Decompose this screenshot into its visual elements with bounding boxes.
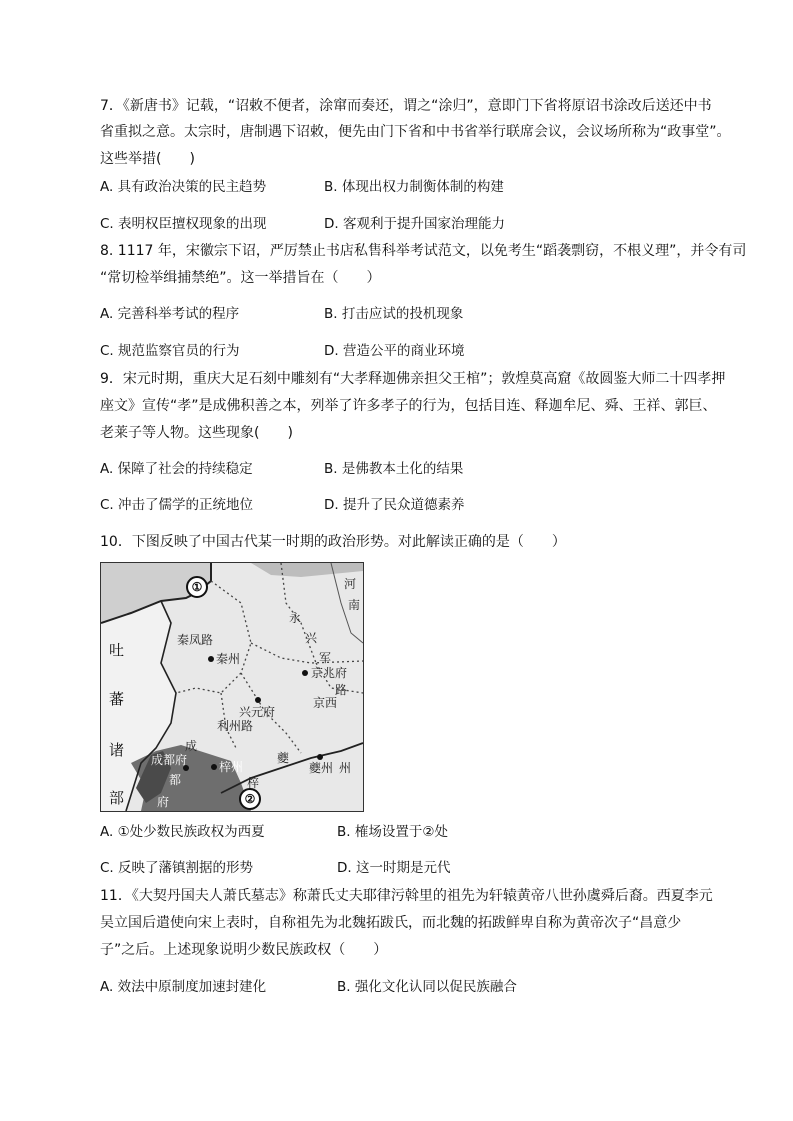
q8-option-d: D. 营造公平的商业环境 <box>324 343 465 359</box>
marker-1: ① <box>186 576 208 598</box>
q9-line3: 老莱子等人物。这些现象( ) <box>100 425 293 441</box>
q10-option-d: D. 这一时期是元代 <box>337 860 451 876</box>
label-lu: 路 <box>335 683 348 697</box>
label-he: 河 <box>344 577 357 591</box>
q10-option-c: C. 反映了藩镇割据的形势 <box>100 860 254 876</box>
q7-option-d: D. 客观利于提升国家治理能力 <box>324 216 505 232</box>
city-dot-xingyuan <box>255 697 261 703</box>
q10-line1: 10．下图反映了中国古代某一时期的政治形势。对此解读正确的是（ ） <box>100 534 566 550</box>
label-xing: 兴 <box>305 631 318 645</box>
q7-line2: 省重拟之意。太宗时，唐制遇下诏敕，便先由门下省和中书省举行联席会议，会议场所称为“政事堂”。 <box>100 124 731 140</box>
q11-line1: 11．《大契丹国夫人萧氏墓志》称萧氏丈夫耶律污斡里的祖先为轩辕黄帝八世孙虞舜后裔。西夏李元 <box>100 888 713 904</box>
label-jun: 军 <box>319 651 332 665</box>
label-tu: 吐 <box>109 641 125 659</box>
q8-option-b: B. 打击应试的投机现象 <box>324 306 464 322</box>
q10-option-b: B. 榷场设置于②处 <box>337 824 448 840</box>
label-zhou: 州 <box>339 761 352 775</box>
q7-option-b: B. 体现出权力制衡体制的构建 <box>324 179 504 195</box>
label-qinzhou: 秦州 <box>216 652 241 666</box>
label-zi: 梓 <box>247 776 260 790</box>
city-dot-qinzhou <box>208 656 214 662</box>
label-zizhou: 梓州 <box>219 760 244 774</box>
q11-line2: 吴立国后遣使向宋上表时，自称祖先为北魏拓跋氏，而北魏的拓跋鲜卑自称为黄帝次子“昌意少 <box>100 915 682 931</box>
label-zhu: 诸 <box>109 741 125 759</box>
q7-option-c: C. 表明权臣擅权现象的出现 <box>100 216 267 232</box>
label-kui: 夔 <box>277 751 290 765</box>
label-bo: 蕃 <box>109 690 125 708</box>
label-cheng: 成 <box>185 739 198 753</box>
q9-option-b: B. 是佛教本土化的结果 <box>324 461 464 477</box>
q7-option-a: A. 具有政治决策的民主趋势 <box>100 179 267 195</box>
q8-option-c: C. 规范监察官员的行为 <box>100 343 240 359</box>
q11-option-a: A. 效法中原制度加速封建化 <box>100 979 267 995</box>
label-jingzhao-fu: 京兆府 <box>311 666 348 680</box>
q11-line3: 子”之后。上述现象说明少数民族政权（ ） <box>100 942 388 958</box>
q7-line1: 7．《新唐书》记载，“诏敕不便者，涂窜而奏还，谓之“涂归”，意即门下省将原诏书涂改后送还中书 <box>100 98 712 114</box>
label-fu: 府 <box>157 795 170 809</box>
label-yong: 永 <box>289 611 302 625</box>
label-lizhou-lu: 利州路 <box>217 719 254 733</box>
q9-option-d: D. 提升了民众道德素养 <box>324 497 465 513</box>
label-du: 都 <box>169 773 182 787</box>
q8-option-a: A. 完善科举考试的程序 <box>100 306 240 322</box>
label-kuizhou: 夔州 <box>309 761 334 775</box>
q11-option-b: B. 强化文化认同以促民族融合 <box>337 979 517 995</box>
q8-line2: “常切检举缉捕禁绝”。这一举措旨在（ ） <box>100 270 381 286</box>
q10-option-a: A. ①处少数民族政权为西夏 <box>100 824 265 840</box>
q7-line3: 这些举措( ) <box>100 151 195 167</box>
q9-line1: 9．宋元时期，重庆大足石刻中雕刻有“大孝释迦佛亲担父王棺”；敦煌莫高窟《故圆鉴大师二十四孝押 <box>100 371 726 387</box>
q9-option-a: A. 保障了社会的持续稳定 <box>100 461 253 477</box>
label-xingyuan-fu: 兴元府 <box>239 705 276 719</box>
historical-map <box>100 562 364 812</box>
q9-line2: 座文》宣传“孝”是成佛积善之本，列举了许多孝子的行为，包括目连、释迦牟尼、舜、王祥、郭巨、 <box>100 398 717 414</box>
city-dot-jingzhao <box>302 670 308 676</box>
label-nan: 南 <box>348 598 361 612</box>
label-chengdu-fu: 成都府 <box>151 753 188 767</box>
label-qinfeng-lu: 秦凤路 <box>177 633 214 647</box>
q8-line1: 8. 1117 年，宋徽宗下诏，严厉禁止书店私售科举考试范文，以免考生“蹈袭剽窃，不根义理”，并令有司 <box>100 243 747 259</box>
label-jingxi: 京西 <box>313 696 338 710</box>
q9-option-c: C. 冲击了儒学的正统地位 <box>100 497 254 513</box>
label-bu: 部 <box>109 789 125 807</box>
city-dot-kuizhou <box>317 754 323 760</box>
marker-2: ② <box>239 788 261 810</box>
city-dot-zizhou <box>211 764 217 770</box>
